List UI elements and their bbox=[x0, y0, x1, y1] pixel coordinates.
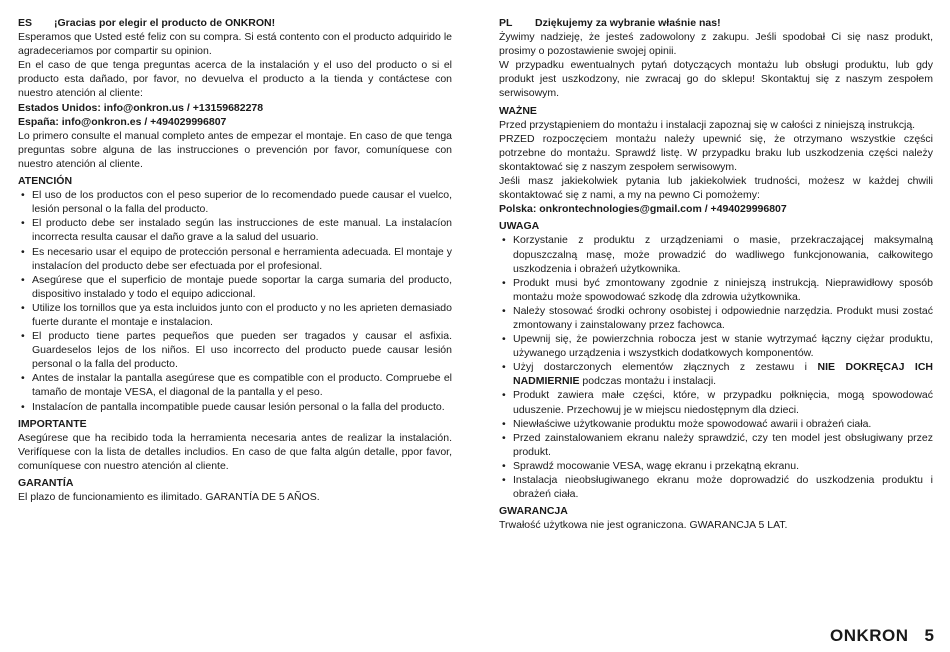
polish-column bbox=[499, 16, 933, 532]
list-item: • Produkt musi być zmontowany zgodnie z niniejszą instrukcją. Nieprawidłowy sposób montażu może spowodować szkodę dla zdrowia użytkownika. bbox=[499, 276, 933, 304]
es-language-code: ES bbox=[18, 17, 33, 29]
es-importante-text: Asegúrese que ha recibido toda la herramienta necesaria antes de realizar la instalación. Verifíquese con la lista de detalles includios. En caso de que falta algún detalle, ppor favor, comuníquese con nuestro atención al cliente. bbox=[18, 431, 452, 472]
list-item: • Niewłaściwe użytkowanie produktu może spowodować awarii i obrażeń ciała. bbox=[499, 417, 933, 431]
brand-logo: ONKRON bbox=[829, 626, 909, 645]
list-item: • Instalacja nieobsługiwanego ekranu może doprowadzić do uszkodzenia produktu i obrażeń ciała. bbox=[499, 473, 933, 501]
es-importante-title: IMPORTANTE bbox=[18, 417, 87, 430]
pl-contact: Polska: onkrontechnologies@gmail.com / +494029996807 bbox=[499, 203, 787, 216]
es-atencion-title: ATENCIÓN bbox=[18, 175, 73, 188]
list-item: • Upewnij się, że powierzchnia robocza jest w stanie wytrzymać łączny ciężar produktu, używanego urządzenia i wszystkich dodatkowych komponentów. bbox=[499, 332, 933, 360]
list-item: • Es necesario usar el equipo de protección personal e herramienta adecuada. El montaje y instalacíon del producto debe ser efectuada por el profesional. bbox=[18, 245, 452, 273]
es-heading-text: ¡Gracias por elegir el producto de ONKRON! bbox=[54, 17, 276, 29]
pl-gwarancja-title: GWARANCJA bbox=[499, 505, 568, 518]
list-item bbox=[499, 360, 933, 388]
es-contact-es: España: info@onkron.es / +494029996807 bbox=[18, 115, 227, 128]
list-item: • El producto debe ser instalado según las instrucciones de este manual. La instalacíon incorrecta resulta causar el daño grave a la salud del usuario. bbox=[18, 216, 452, 244]
list-item: • Instalacíon de pantalla incompatible puede causar lesión personal o la falla del producto. bbox=[18, 400, 452, 414]
spanish-column bbox=[18, 16, 452, 504]
page-number: 5 bbox=[924, 626, 934, 645]
uwaga-item5-post: podczas montażu i instalacji. bbox=[579, 375, 717, 388]
uwaga-item5-bold: NIE DOKRĘCAJ ICH NADMIERNIE bbox=[513, 361, 933, 388]
pl-gwarancja-text: Trwałość użytkowa nie jest ograniczona. GWARANCJA 5 LAT. bbox=[499, 519, 788, 532]
es-intro-2: En el caso de que tenga preguntas acerca de la instalación y el uso del producto o si el producto esta dañado, por favor, no devuelva el producto a la tienda y contáctese con nuestro atención al cliente: bbox=[18, 59, 452, 100]
list-item: • Korzystanie z produktu z urządzeniami o masie, przekraczającej maksymalną dopuszczalną masę, może prowadzić do wadliwego funkcjonowania, całkowitego uszkodzenia i obrażeń użytkownika. bbox=[499, 233, 933, 275]
es-intro-3: Lo primero consulte el manual completo antes de empezar el montaje. En caso de que tenga preguntas sobre alguna de las instrucciones o prevención por favor, comuníquese con nuestro atención al cliente. bbox=[18, 129, 452, 170]
list-item: • El uso de los productos con el peso superior de lo recomendado puede causar el vuelco, lesión personal o la falla del producto. bbox=[18, 188, 452, 216]
list-item: • El producto tiene partes pequeños que pueden ser tragados y causar el asfixia. Guardeselos lejos de los niños. El uso incorrecto del producto puede causar lesión personal o la falla del producto. bbox=[18, 329, 452, 371]
es-atencion-list bbox=[18, 188, 452, 414]
es-intro-1: Esperamos que Usted esté feliz con su compra. Si está contento con el producto adquirido le agradeceriamos por compartir su opinion. bbox=[18, 31, 452, 58]
list-item: • Produkt zawiera małe części, które, w przypadku połknięcia, mogą spowodować uduszenie. Przechowuj je w miejscu niedostępnym dla dzieci. bbox=[499, 388, 933, 416]
pl-wazne-title: WAŻNE bbox=[499, 104, 537, 117]
es-garantia-text: El plazo de funcionamiento es ilimitado. GARANTÍA DE 5 AÑOS. bbox=[18, 491, 320, 504]
pl-intro-2: W przypadku ewentualnych pytań dotyczących montażu lub obsługi produktu, lub gdy produkt jest uszkodzony, nie zwracaj go do sklepu! Skontaktuj się z naszym zespołem serwisowym. bbox=[499, 59, 933, 100]
es-garantia-title: GARANTÍA bbox=[18, 477, 74, 489]
pl-wazne-3: Jeśli masz jakiekolwiek pytania lub jakiekolwiek trudności, możesz w każdej chwili skontaktować się z nami, a my na pewno Ci pomożemy: bbox=[499, 175, 933, 202]
es-contact-us: Estados Unidos: info@onkron.us / +13159682278 bbox=[18, 101, 264, 114]
list-item: • Przed zainstalowaniem ekranu należy sprawdzić, czy ten model jest obsługiwany przez produkt. bbox=[499, 431, 933, 459]
list-item: • Utilize los tornillos que ya esta incluidos junto con el producto y no les aprieten demasiado fuerte durante el montaje e instalacion. bbox=[18, 301, 452, 329]
pl-intro-1: Żywimy nadzieję, że jesteś zadowolony z zakupu. Jeśli spodobał Ci się nasz produkt, prosimy o pozostawienie swojej opinii. bbox=[499, 31, 933, 58]
pl-wazne-2: PRZED rozpoczęciem montażu należy upewnić się, że otrzymano wszystkie części potrzebne do montażu. Sprawdź listę. W przypadku braku lub uszkodzenia części należy skontaktować się z naszym zespołem serwisowym. bbox=[499, 132, 933, 173]
list-item: • Sprawdź mocowanie VESA, wagę ekranu i przekątną ekranu. bbox=[499, 459, 933, 473]
pl-heading-text: Dziękujemy za wybranie właśnie nas! bbox=[535, 17, 721, 29]
es-heading bbox=[18, 16, 452, 30]
pl-wazne-1: Przed przystąpieniem do montażu i instalacji zapoznaj się w całości z niniejszą instrukcją. bbox=[499, 118, 916, 131]
pl-uwaga-list bbox=[499, 233, 933, 501]
list-item: • Należy stosować środki ochrony osobistej i odpowiednie narzędzia. Produkt musi zostać zmontowany i zainstalowany przez fachowca. bbox=[499, 304, 933, 332]
pl-uwaga-title: UWAGA bbox=[499, 220, 540, 233]
pl-heading bbox=[499, 16, 933, 30]
list-item: • Antes de instalar la pantalla asegúrese que es compatible con el producto. Compruebe el tamaño de montaje VESA, el diagonal de la pantalla y el peso. bbox=[18, 371, 452, 399]
page-footer bbox=[830, 626, 934, 646]
uwaga-item5-pre: Użyj dostarczonych elementów złącznych z zestawu i bbox=[513, 361, 818, 374]
list-item: • Asegúrese que el superficio de montaje puede soportar la carga sumaria del producto, dispositivo instalado y todo el equipo adiccional. bbox=[18, 273, 452, 301]
pl-language-code: PL bbox=[499, 17, 513, 29]
